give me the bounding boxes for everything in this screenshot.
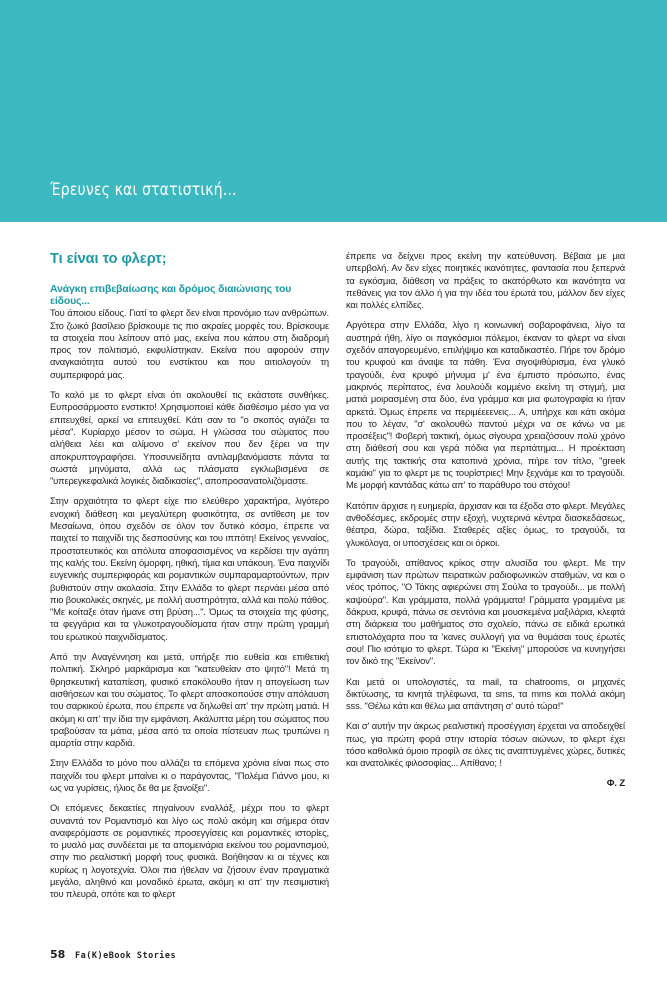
paragraph: Οι επόμενες δεκαετίες πηγαίνουν εναλλάξ, μέχρι που το φλερτ συναντά τον Ρομαντισμό και λίγο ως πολύ ακόμη και σήμερα όταν αναφερόμαστε σε ρομαντικές προσεγγίσεις και ρομαντικές ιστορίες, το μυαλό μας συνδέεται με τα απομεινάρια εκείνου του ρομαντισμού, στην πιο ρεαλιστική μορφή τους φυσικά. Βοήθησαν κι οι τέχνες και κυρίως η λογοτεχνία. Όλοι πια ήθελαν να ζήσουν έναν πραγματικά μεγάλο, αληθινό και μοναδικό έρωτα, ακόμη κι απ' την πεσιμιστική του πλευρά, οπότε και το φλερτ [50, 802, 329, 900]
header-banner [0, 0, 667, 222]
paragraph: Στην αρχαιότητα το φλερτ είχε πιο ελεύθερο χαρακτήρα, λιγότερο ενοχική διάθεση και μεγαλύτερη φυσικότητα, σε αντίθεση με τον Μεσαίωνα, όπου σχεδόν σε όλον τον δυτικό κόσμο, έπρεπε να παιχτεί το παιχνίδι της δεσποσύνης και του ιππότη! Εκείνος γενναίος, προστατευτικός και απόλυτα αποφασισμένος να κερδίσει την αγάπη της καλής του. Εκείνη όμορφη, ηθική, τίμια και υπάκουη. Ένα παιχνίδι ευγενικής συμπεριφοράς και ρομαντικών συμπαραμαρτούντων, πριν βυθιστούν στην ακολασία. Στην Ελλάδα το φλερτ περνάει μέσα από πιο βουκολικές σκηνές, με πολλή αυστηρότητα, αλλά και πολύ πάθος. "Με κοίταξε όταν ήμανε στη βρύση...". Όμως τα στοιχεία της φύσης, τα φεγγάρια και τα γλυκοτραγουδίσματα ήταν στην πρώτη γραμμή του ερωτικού παιχνιδίσματος. [50, 495, 329, 642]
paragraph: Και σ' αυτήν την άκρως ρεαλιστική προσέγγιση έρχεται να αποδειχθεί πως, για πρώτη φορά στην ιστορία τόσων αιώνων, το φλερτ έχει τόσο καθολικά όμοιο προφίλ σε όλες τις αναπτυγμένες χώρες, δυτικές και ανατολικές φιλοσοφίας... Απίθανο; ! [346, 720, 625, 769]
section-title: Έρευνες και στατιστική... [50, 180, 237, 199]
paragraph: Από την Αναγέννηση και μετά, υπήρξε πιο ευθεία και επιθετική πολιτική. Σκληρό μαρκάρισμα και "κατευθείαν στο ψητό"! Μετά τη θρησκευτική καταπίεση, φυσικό επακόλουθο ήταν η απογείωση των αισθήσεων και του σώματος. Το φλερτ αποσκοπούσε στην απόλαυση του σαρκικού έρωτα, που έπρεπε να δηλωθεί απ' την πρώτη ματιά. Η ακόμη κι απ' την ίδια την εμφάνιση. Ακάλυπτα μέρη του σώματος που τραβούσαν τα μάτια, μέσα από τα οποία πίστευαν πως τρυπώνει η αμαρτία στην καρδιά. [50, 651, 329, 749]
article-title: Τι είναι το φλερτ; [50, 251, 167, 267]
paragraph: Του άποιου είδους. Γιατί το φλερτ δεν είναι προνόμιο των ανθρώπων. Στο ζωικό βασίλειο βρίσκουμε τις πιο ακραίες μορφές του. Βρίσκουμε τα στοιχεία που λείπουν από μας, εκείνα που κάπου στη διαδρομή προς τον πολιτισμό, εκφυλίστηκαν. Εκείνα που αφορούν στην αναγκαιότητα αυτού του ενστίκτου και που αιτιολογούν τη συμπεριφορά μας. [50, 307, 329, 380]
author-signature: Φ. Ζ [606, 777, 625, 789]
paragraph: έπρεπε να δείχνει προς εκείνη την κατεύθυνση. Βέβαια με μια υπερβολή. Αν δεν είχες ποιητικές ικανότητες, φαντασία που ξεπερνά τα εγκόσμια, διάθεση να πράξεις το ακατόρθωτο και ικανότητα να πεθάνεις για τον άλλο ή για την ιδέα του έρωτά του, μάλλον δεν είχες και πολλές ελπίδες. [346, 250, 625, 311]
paragraph: Το τραγούδι, απίθανος κρίκος στην αλυσίδα του φλερτ. Με την εμφάνιση των πρώτων πειρατικών ραδιοφωνικών σταθμών, να και ο νέος τρόπος, "Ο Τάκης αφιερώνει στη Σούλα το τραγούδι... με πολλή καψούρα". Και γράμματα, πολλά γράμματα! Γράμματα γραμμένα με δάκρυα, κρυφά, πάνω σε σεντόνια και μουσκεμένα μαξιλάρια, κλεφτά στη διάρκεια του μαθήματος στο σχολείο, πάνω σε ειδικά ερωτικά επιστολόχαρτα που τα 'κανες συλλογή για να θυμάσαι τους έρωτές σου! Πιο ισότιμο το φλερτ. Τώρα κι "Εκείνη" μπορούσε να κυνηγήσει τον δικό της "Εκείνον". [346, 556, 625, 667]
page-number: 58 [50, 948, 66, 961]
paragraph: Κατόπιν άρχισε η ευημερία, άρχισαν και τα έξοδα στο φλερτ. Μεγάλες ανθοδέσμες, εκδρομές στην εξοχή, νυχτερινά κέντρα διασκεδάσεως, θέατρα, δώρα, ταξίδια. Σταθερές αξίες όμως, το τραγούδι, τα γλυκόλογα, οι υποσχέσεις και οι όρκοι. [346, 499, 625, 548]
article-column-left [50, 250, 329, 909]
paragraph: Αργότερα στην Ελλάδα, λίγο η κοινωνική σοβαροφάνεια, λίγο τα αυστηρά ήθη, λίγο οι παγκόσμιοι πόλεμοι, έκαναν το φλερτ να είναι σχεδόν απαγορευμένο, επιλήψιμο και καταδικαστέο. Πήρε τον δρόμο του κρυφού και άναψε τα πάθη. Ένα σιγοψιθύρισμα, ένα γλυκό τραγούδι, ένα κρυφό μήνυμα μ' ένα έμπιστο πρόσωπο, ένας μακρινός περίπατος, ένα λουλούδι κομμένο εκείνη τη στιγμή, μια ματιά μοιρασμένη στα δύο, ένα γράμμα και μια φωτογραφία κι ήταν αρκετά. Όμως έπρεπε να περιμέεεενεις... Α, υπήρχε και κάτι ακόμα που το λέγαν, "σ' ακολουθώ παντού μέχρι να σε κάνω να με προσέξεις"! Φοβερή τακτική, όμως σίγουρα χρειαζόσουν πολύ χρόνο στη διάθεσή σου και γερά πόδια για περπάτημα... Η προέκταση αυτής της τακτικής στα κατοπινά χρόνια, πήρε τον τίτλο, "greek καμάκι" για το φλερτ με τις τουρίστριες! Μην ξεχνάμε και το τραγούδι. Με μορφή καντάδας κάτω απ' το παράθυρο του στόχου! [346, 319, 625, 491]
publication-name: Fa(K)eBook Stories [75, 951, 177, 961]
paragraph: Και μετά οι υπολογιστές, τα mail, τα chatrooms, οι μηχανές δικτύωσης, τα κινητά τηλέφωνα, τα sms, τα mms και πολλά ακόμη sss. "Θέλω κάτι και θέλω μια απάντηση σ' αυτό τώρα!" [346, 675, 625, 712]
paragraph: Στην Ελλάδα το μόνο που αλλάζει τα επόμενα χρόνια είναι πως στο παιχνίδι του φλερτ μπαίνει κι ο παράγοντας, "Πολέμα Γιάννο μου, κι ως να γυρίσεις, ήλιος δε θα με ξανοίξει". [50, 757, 329, 793]
page-footer [50, 948, 176, 961]
article-column-right [346, 250, 625, 790]
article-subheading: Ανάγκη επιβεβαίωσης και δρόμος διαιώνισης του είδους... [50, 283, 292, 307]
paragraph: Το καλό με το φλερτ είναι ότι ακολουθεί τις εκάστοτε συνθήκες. Ευπροσάρμοστο ενστικτο! Χρησιμοποιεί κάθε διαθέσιμο μέσο για να επιτευχθεί, αρκεί να επιτευχθεί. Κάτι σαν το "ο σκοπός αγιάζει τα μέσα". Κυρίαρχο μέσον το σώμα. Η γλώσσα του σώματος που αλήθεια λέει και αλίμονο σ' εκείνον που δεν ξέρει να την αποκρυπτογραφήσει. Υποσυνείδητα αντιλαμβανόμαστε πάντα τα σωστά μηνύματα, αλλά ως πλάσματα εγκλωβισμένα σε "υπερεγκεφαλικά λογικές διαδικασίες", αποπροσανατολιζόμαστε. [50, 389, 329, 487]
